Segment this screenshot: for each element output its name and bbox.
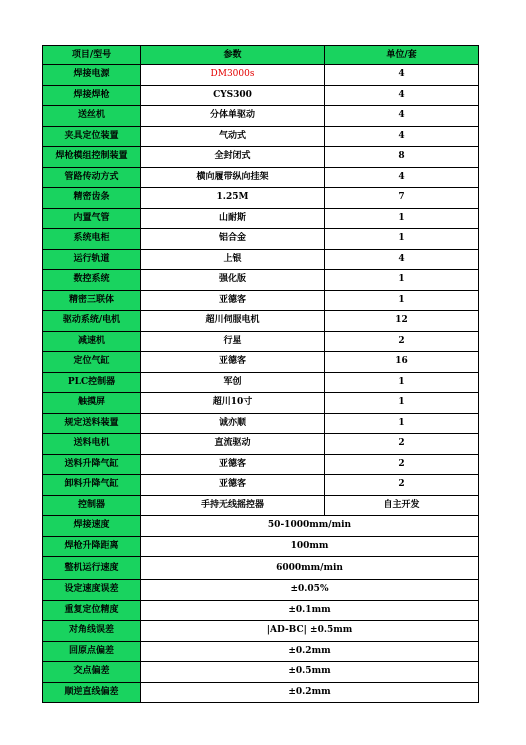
spec-value-cell: 100mm (141, 536, 479, 557)
spec-row (43, 536, 479, 557)
quantity-cell: 2 (325, 434, 479, 455)
item-cell: 系统电柜 (43, 229, 141, 250)
parameter-cell: 全封闭式 (141, 147, 325, 168)
item-cell: 送料升降气缸 (43, 454, 141, 475)
item-cell: 送丝机 (43, 106, 141, 127)
spec-row (43, 641, 479, 662)
item-cell: 管路传动方式 (43, 167, 141, 188)
table-row (43, 495, 479, 516)
table-row (43, 475, 479, 496)
parameter-cell: 亚德客 (141, 475, 325, 496)
quantity-cell: 4 (325, 167, 479, 188)
quantity-cell: 1 (325, 208, 479, 229)
parameter-cell: 军创 (141, 372, 325, 393)
spec-label-cell: 焊接速度 (43, 516, 141, 537)
item-cell: 控制器 (43, 495, 141, 516)
quantity-cell: 16 (325, 352, 479, 373)
item-cell: 焊接电源 (43, 65, 141, 86)
equipment-spec-table (42, 45, 479, 703)
quantity-cell: 1 (325, 229, 479, 250)
quantity-cell: 1 (325, 393, 479, 414)
item-cell: 精密三联体 (43, 290, 141, 311)
spec-row (43, 682, 479, 703)
quantity-cell: 2 (325, 475, 479, 496)
table-row (43, 372, 479, 393)
spec-value-cell: ±0.05% (141, 580, 479, 601)
item-cell: 精密齿条 (43, 188, 141, 209)
quantity-cell: 1 (325, 290, 479, 311)
spec-sheet (42, 45, 478, 703)
parameter-cell: 行星 (141, 331, 325, 352)
parameter-cell: 亚德客 (141, 290, 325, 311)
spec-row (43, 621, 479, 642)
table-row (43, 65, 479, 86)
table-row (43, 290, 479, 311)
table-row (43, 208, 479, 229)
header-unit-per-set: 单位/套 (325, 46, 479, 65)
quantity-cell: 4 (325, 85, 479, 106)
quantity-cell: 2 (325, 454, 479, 475)
item-cell: 运行轨道 (43, 249, 141, 270)
item-cell: 夹具定位装置 (43, 126, 141, 147)
item-cell: 内置气管 (43, 208, 141, 229)
table-row (43, 106, 479, 127)
quantity-cell: 1 (325, 372, 479, 393)
parameter-cell: 亚德客 (141, 454, 325, 475)
table-row (43, 352, 479, 373)
spec-value-cell: ±0.5mm (141, 662, 479, 683)
item-cell: 焊枪模组控制装置 (43, 147, 141, 168)
parameter-cell: 超川伺服电机 (141, 311, 325, 332)
table-row (43, 126, 479, 147)
table-row (43, 311, 479, 332)
parameter-cell: 上银 (141, 249, 325, 270)
table-row (43, 147, 479, 168)
spec-value-cell: ±0.1mm (141, 600, 479, 621)
spec-label-cell: 整机运行速度 (43, 557, 141, 580)
table-row (43, 229, 479, 250)
spec-row (43, 516, 479, 537)
item-cell: 触摸屏 (43, 393, 141, 414)
quantity-cell: 4 (325, 249, 479, 270)
spec-row (43, 580, 479, 601)
parameter-cell: 分体单驱动 (141, 106, 325, 127)
item-cell: 焊接焊枪 (43, 85, 141, 106)
table-row (43, 393, 479, 414)
table-row (43, 249, 479, 270)
parameter-cell: 直流驱动 (141, 434, 325, 455)
item-cell: 驱动系统/电机 (43, 311, 141, 332)
spec-label-cell: 交点偏差 (43, 662, 141, 683)
spec-value-cell: ±0.2mm (141, 682, 479, 703)
table-row (43, 413, 479, 434)
item-cell: PLC控制器 (43, 372, 141, 393)
spec-value-cell: |AD-BC| ±0.5mm (141, 621, 479, 642)
table-row (43, 85, 479, 106)
quantity-cell: 4 (325, 65, 479, 86)
item-cell: 定位气缸 (43, 352, 141, 373)
quantity-cell: 4 (325, 106, 479, 127)
table-row (43, 270, 479, 291)
parameter-cell: 手持无线摇控器 (141, 495, 325, 516)
spec-label-cell: 重复定位精度 (43, 600, 141, 621)
header-item-model: 项目/型号 (43, 46, 141, 65)
spec-value-cell: 50-1000mm/min (141, 516, 479, 537)
item-cell: 规定送料装置 (43, 413, 141, 434)
item-cell: 数控系统 (43, 270, 141, 291)
table-header-row (43, 46, 479, 65)
spec-label-cell: 设定速度误差 (43, 580, 141, 601)
table-row (43, 454, 479, 475)
item-cell: 送料电机 (43, 434, 141, 455)
parameter-cell: 山耐斯 (141, 208, 325, 229)
table-row (43, 331, 479, 352)
parameter-cell: CYS300 (141, 85, 325, 106)
quantity-cell: 1 (325, 413, 479, 434)
quantity-cell: 1 (325, 270, 479, 291)
parameter-cell: 诚亦顺 (141, 413, 325, 434)
parameter-cell: 气动式 (141, 126, 325, 147)
spec-row (43, 600, 479, 621)
spec-row (43, 557, 479, 580)
quantity-cell: 12 (325, 311, 479, 332)
quantity-cell: 4 (325, 126, 479, 147)
spec-label-cell: 顺逆直线偏差 (43, 682, 141, 703)
parameter-cell: 1.25M (141, 188, 325, 209)
spec-value-cell: ±0.2mm (141, 641, 479, 662)
parameter-cell: 铝合金 (141, 229, 325, 250)
quantity-cell: 7 (325, 188, 479, 209)
quantity-cell: 自主开发 (325, 495, 479, 516)
table-row (43, 167, 479, 188)
header-parameter: 参数 (141, 46, 325, 65)
quantity-cell: 2 (325, 331, 479, 352)
quantity-cell: 8 (325, 147, 479, 168)
item-cell: 卸料升降气缸 (43, 475, 141, 496)
spec-value-cell: 6000mm/min (141, 557, 479, 580)
parameter-cell: 横向履带纵向挂架 (141, 167, 325, 188)
item-cell: 减速机 (43, 331, 141, 352)
parameter-cell: 亚德客 (141, 352, 325, 373)
table-row (43, 188, 479, 209)
spec-label-cell: 回原点偏差 (43, 641, 141, 662)
spec-label-cell: 对角线误差 (43, 621, 141, 642)
table-row (43, 434, 479, 455)
parameter-cell: DM3000s (141, 65, 325, 86)
spec-label-cell: 焊枪升降距离 (43, 536, 141, 557)
parameter-cell: 强化版 (141, 270, 325, 291)
parameter-cell: 超川10寸 (141, 393, 325, 414)
spec-row (43, 662, 479, 683)
